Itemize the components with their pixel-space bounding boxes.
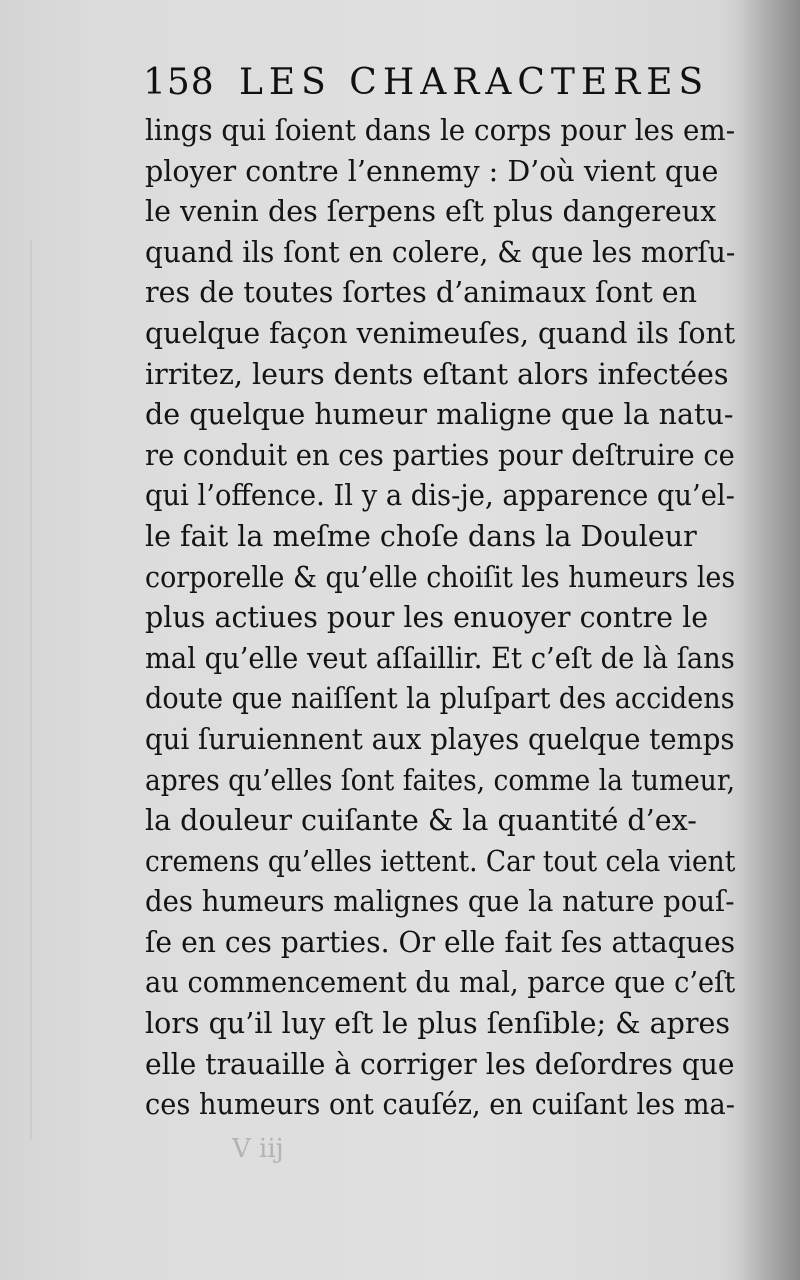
text-line: res de toutes ſortes d’animaux ſont en [145, 275, 698, 310]
text-line: lings qui ſoient dans le corps pour les em- [145, 113, 736, 147]
text-line: des humeurs malignes que la nature pouſ- [145, 884, 735, 919]
text-line: cremens qu’elles iettent. Car tout cela vient [145, 843, 736, 878]
text-line: irritez, leurs dents eſtant alors infectées [145, 356, 729, 391]
text-line: re conduit en ces parties pour deſtruire ce [145, 437, 735, 472]
text-line: doute que naiſſent la pluſpart des accidens [145, 681, 735, 716]
text-line: ces humeurs ont cauſéz, en cuiſant les ma- [145, 1087, 735, 1122]
page-number: 158 [143, 62, 215, 103]
text-line: corporelle & qu’elle choiſit les humeurs les [145, 559, 736, 594]
running-title: LES CHARACTERES [239, 62, 710, 103]
text-line: qui ſuruiennent aux playes quelque temps [145, 721, 735, 756]
page-edge-shadow [30, 240, 32, 1140]
text-line: le venin des ſerpens eſt plus dangereux [145, 194, 717, 229]
text-line: quelque façon venimeuſes, quand ils ſont [145, 315, 736, 350]
text-line: lors qu’il luy eſt le plus ſenſible; & apres [145, 1006, 730, 1041]
text-line: ployer contre l’ennemy : D’où vient que [145, 153, 719, 188]
text-line: de quelque humeur maligne que la natu- [145, 397, 734, 432]
text-line: elle trauaille à corriger les deſordres que [145, 1046, 735, 1081]
text-line: ſe en ces parties. Or elle fait ſes attaques [145, 924, 736, 959]
page-gutter-shadow [740, 0, 800, 1280]
text-line: plus actiues pour les enuoyer contre le [145, 600, 709, 635]
text-line: mal qu’elle veut aſſaillir. Et c’eſt de là ſans [145, 640, 735, 675]
text-line: au commencement du mal, parce que c’eſt [145, 965, 736, 1000]
text-line: apres qu’elles ſont faites, comme la tumeur, [145, 762, 736, 797]
text-line: quand ils ſont en colere, & que les morſu- [145, 234, 736, 269]
body-text [145, 110, 745, 1125]
text-line: la douleur cuiſante & la quantité d’ex- [145, 803, 697, 838]
signature-mark: V iij [232, 1134, 284, 1164]
text-line: le fait la meſme choſe dans la Douleur [145, 518, 697, 553]
text-line: qui l’offence. Il y a dis-je, apparence qu’el- [145, 478, 735, 513]
